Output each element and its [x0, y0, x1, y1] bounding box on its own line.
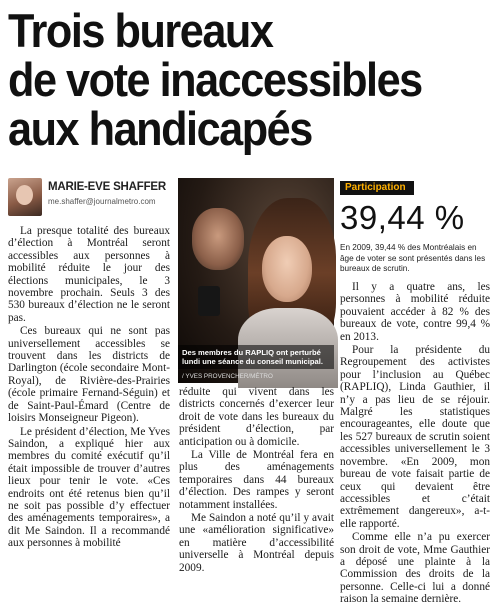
article-column-1	[8, 225, 170, 551]
paragraph: Comme elle n’a pu exercer son droit de vote, Mme Gauthier a déposé une plainte à la Commission des droits de la personne. Celle-ci lui a donné raison la semaine dernière.	[340, 531, 490, 606]
byline	[8, 178, 173, 218]
headline-line-1: Trois bureaux	[8, 4, 273, 57]
author-email[interactable]: me.shaffer@journalmetro.com	[48, 197, 156, 206]
headline	[8, 6, 454, 153]
paragraph: Me Saindon a noté qu’il y avait une «amélioration significative» en matière d’accessibilité universelle à Montréal depuis 2009.	[179, 512, 334, 574]
paragraph: Pour la présidente du Regroupement des activistes pour l’inclusion au Québec (RAPLIQ), Linda Gauthier, il n’y a pas lieu de se réjouir. Malgré les statistiques encourageantes, elle doute que les 527 bureaux de scrutin soient accessibles universellement le 3 novembre. «En 2009, mon bureau de vote faisait partie de ceux qui devaient être accessibles et c’était extrêmement dangereux», a-t-elle rapporté.	[340, 344, 490, 530]
photo-caption: Des membres du RAPLIQ ont perturbé lundi une séance du conseil municipal.	[178, 345, 334, 369]
news-photo	[178, 178, 334, 383]
author-photo	[8, 178, 42, 216]
photo-person-right-face	[262, 236, 312, 302]
participation-label: Participation	[340, 181, 414, 195]
author-name: MARIE-EVE SHAFFER	[48, 181, 166, 193]
photo-phone	[198, 286, 220, 316]
paragraph: La Ville de Montréal fera en plus des aménagements temporaires dans 44 bureaux d’élection. Des rampes y seront notamment installées.	[179, 449, 334, 511]
headline-line-2: de vote inaccessibles	[8, 53, 422, 106]
article-column-3	[340, 281, 490, 607]
participation-number: 39,44 %	[340, 199, 465, 236]
paragraph: Le président d’élection, Me Yves Saindon, a expliqué hier aux membres du comité exécutif qu’il était impossible de trouver d’autres lieux pour tenir le vote. «Ces endroits ont été retenus bien qu’il ne soit pas possible d’y effectuer des aménagements temporaires», a dit Me Saindon. Il a recommandé aux personnes à mobilité	[8, 425, 170, 550]
paragraph: Ces bureaux qui ne sont pas universellement accessibles se trouvent dans les districts de Darlington (école secondaire Mont-Royal), de Rivière-des-Prairies (école primaire Fernand-Séguin) et de Saint-Paul-Émard (Centre de loisirs Monseigneur Pigeon).	[8, 325, 170, 425]
headline-line-3: aux handicapés	[8, 102, 312, 155]
participation-note: En 2009, 39,44 % des Montréalais en âge de voter se sont présentés dans les bureaux de scrutin.	[340, 243, 486, 274]
photo-credit: / YVES PROVENCHER/MÉTRO	[182, 373, 273, 380]
paragraph: Il y a quatre ans, les personnes à mobilité réduite pouvaient accéder à 82 % des bureaux de vote, contre 99,4 % en 2013.	[340, 281, 490, 343]
article-column-2	[179, 386, 334, 575]
paragraph: réduite qui vivent dans les districts concernés d’exercer leur droit de vote dans les bureaux du président d’élection, par anticipation ou à domicile.	[179, 386, 334, 448]
paragraph: La presque totalité des bureaux d’élection à Montréal seront accessibles aux personnes à mobilité réduite le jour des élections municipales, le 3 novembre prochain. Seuls 3 des 530 bureaux d’élection ne le seront pas.	[8, 225, 170, 324]
photo-person-left	[192, 208, 244, 270]
